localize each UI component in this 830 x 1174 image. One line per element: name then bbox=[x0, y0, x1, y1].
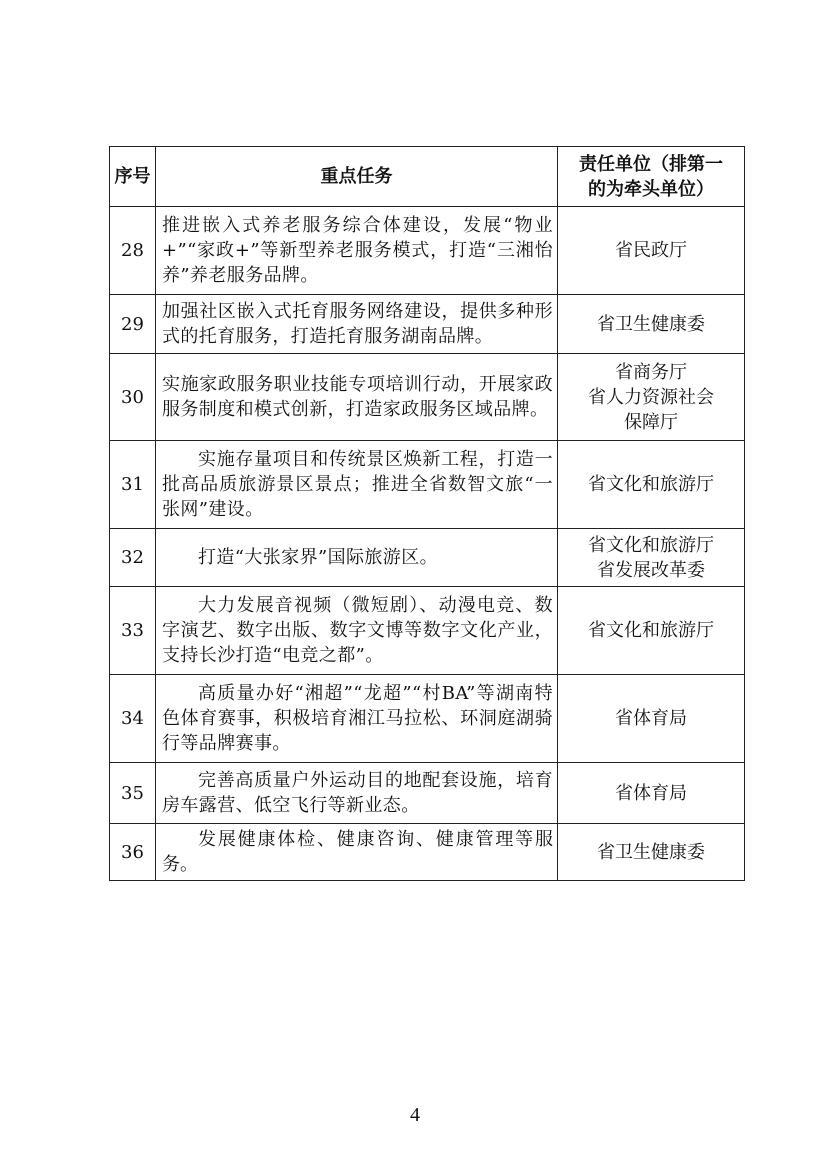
table-row bbox=[110, 763, 745, 824]
row-number: 29 bbox=[110, 295, 156, 354]
table-row bbox=[110, 207, 745, 295]
unit-line: 省文化和旅游厅 bbox=[588, 474, 714, 495]
row-task: 大力发展音视频（微短剧）、动漫电竞、数字演艺、数字出版、数字文博等数字文化产业，支持长沙打造“电竞之都”。 bbox=[156, 587, 558, 675]
unit-line: 省卫生健康委 bbox=[597, 841, 705, 863]
table-row bbox=[110, 529, 745, 587]
table-row bbox=[110, 675, 745, 763]
header-unit-line: 的为牵头单位） bbox=[588, 178, 714, 200]
row-task: 打造“大张家界”国际旅游区。 bbox=[156, 529, 558, 587]
unit-line: 省文化和旅游厅 bbox=[588, 620, 714, 641]
unit-line: 省发展改革委 bbox=[597, 559, 705, 581]
row-task: 实施家政服务职业技能专项培训行动，开展家政服务制度和模式创新，打造家政服务区域品牌。 bbox=[156, 354, 558, 441]
unit-line: 省体育局 bbox=[615, 782, 687, 804]
table-row bbox=[110, 354, 745, 441]
table-row bbox=[110, 824, 745, 881]
unit-line: 省商务厅 bbox=[615, 361, 687, 383]
table-header-row bbox=[110, 147, 745, 207]
unit-line: 省卫生健康委 bbox=[597, 313, 705, 335]
unit-line: 省人力资源社会 bbox=[588, 386, 714, 408]
unit-line: 省体育局 bbox=[615, 708, 687, 729]
table-row bbox=[110, 587, 745, 675]
row-unit bbox=[558, 207, 745, 295]
header-no: 序号 bbox=[110, 147, 156, 207]
row-task: 实施存量项目和传统景区焕新工程，打造一批高品质旅游景区景点；推进全省数智文旅“一张网”建设。 bbox=[156, 441, 558, 529]
unit-line: 省文化和旅游厅 bbox=[588, 534, 714, 556]
row-task: 完善高质量户外运动目的地配套设施，培育房车露营、低空飞行等新业态。 bbox=[156, 763, 558, 824]
header-unit bbox=[558, 147, 745, 207]
row-number: 35 bbox=[110, 763, 156, 824]
row-task: 加强社区嵌入式托育服务网络建设，提供多种形式的托育服务，打造托育服务湖南品牌。 bbox=[156, 295, 558, 354]
row-task: 高质量办好“湘超”“龙超”“村BA”等湖南特色体育赛事，积极培育湘江马拉松、环洞庭湖骑行等品牌赛事。 bbox=[156, 675, 558, 763]
row-number: 28 bbox=[110, 207, 156, 295]
row-task: 发展健康体检、健康咨询、健康管理等服务。 bbox=[156, 824, 558, 881]
table-row bbox=[110, 441, 745, 529]
row-unit bbox=[558, 295, 745, 354]
row-unit bbox=[558, 587, 745, 675]
row-unit bbox=[558, 675, 745, 763]
row-number: 36 bbox=[110, 824, 156, 881]
row-number: 34 bbox=[110, 675, 156, 763]
row-unit bbox=[558, 529, 745, 587]
header-unit-line: 责任单位（排第一 bbox=[579, 153, 723, 175]
page-number: 4 bbox=[410, 1104, 420, 1126]
row-number: 33 bbox=[110, 587, 156, 675]
row-unit bbox=[558, 441, 745, 529]
row-number: 30 bbox=[110, 354, 156, 441]
row-unit bbox=[558, 354, 745, 441]
key-tasks-table bbox=[109, 146, 745, 881]
row-unit bbox=[558, 763, 745, 824]
header-task: 重点任务 bbox=[156, 147, 558, 207]
row-number: 31 bbox=[110, 441, 156, 529]
row-number: 32 bbox=[110, 529, 156, 587]
row-task: 推进嵌入式养老服务综合体建设，发展“物业+”“家政+”等新型养老服务模式，打造“三湘怡养”养老服务品牌。 bbox=[156, 207, 558, 295]
unit-line: 保障厅 bbox=[624, 411, 678, 433]
table-row bbox=[110, 295, 745, 354]
unit-line: 省民政厅 bbox=[615, 240, 687, 261]
row-unit bbox=[558, 824, 745, 881]
